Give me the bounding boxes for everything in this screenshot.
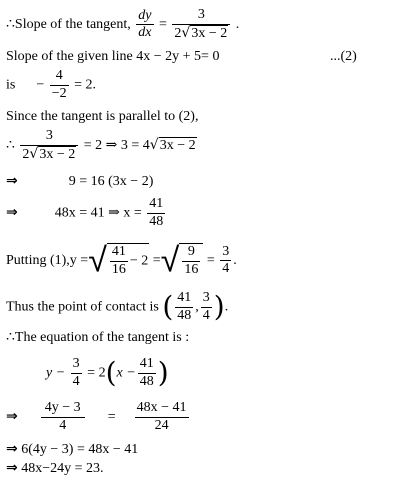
line7-numerator: 41 xyxy=(147,196,165,214)
r-denominator: 24 xyxy=(154,417,169,433)
line5-den-radicand: 3x − 2 xyxy=(39,146,76,162)
sqrt-41-16-minus-2 xyxy=(107,243,149,278)
line9-end: . xyxy=(224,299,229,315)
line1-end: . xyxy=(235,16,240,32)
slope-of-tangent-line xyxy=(6,7,239,42)
three-over-root-fraction xyxy=(20,128,78,163)
dy-dx-denominator: dx xyxy=(138,25,152,41)
line8-eq1: = xyxy=(152,252,161,268)
f2-numerator: 41 xyxy=(138,356,156,374)
line12-rhs xyxy=(135,400,189,434)
f1-denominator: 4 xyxy=(72,373,80,389)
line2-text: Slope of the given line 4x − 2y + 5= 0 xyxy=(6,49,220,64)
line8-eq2: = xyxy=(206,252,215,268)
implies-arrow-icon: ⇒ xyxy=(6,460,18,476)
line3-rest: = 2. xyxy=(74,77,97,93)
line3-sign: − xyxy=(36,77,45,93)
r1-fraction xyxy=(110,244,128,278)
implies-arrow-icon: ⇒ xyxy=(6,204,18,221)
line1-lead: ∴Slope of the tangent, xyxy=(6,16,131,32)
solve-x-step xyxy=(6,196,167,230)
line3-lead: is xyxy=(6,77,16,93)
sqrt-icon: √ xyxy=(29,145,39,162)
dy-dx-numerator: dy xyxy=(136,8,153,26)
equation-tag-2 xyxy=(330,50,357,64)
line10-text: ∴The equation of the tangent is : xyxy=(6,330,190,345)
cleared-fractions xyxy=(6,400,191,434)
slope-denominator xyxy=(172,25,230,43)
implies-arrow-icon: ⇒ xyxy=(6,408,18,425)
l-numerator: 4y − 3 xyxy=(41,400,85,418)
y-value-fraction xyxy=(220,244,231,278)
left-paren: ( xyxy=(105,356,117,390)
line5-numerator: 3 xyxy=(20,128,78,146)
slope-fraction xyxy=(172,7,230,42)
right-paren: ) xyxy=(157,356,169,390)
line11-f2 xyxy=(138,356,156,390)
r1-rest: − 2 xyxy=(129,253,149,269)
point-x-denominator: 48 xyxy=(177,307,192,323)
line11-f1 xyxy=(71,356,82,390)
given-line-statement xyxy=(6,50,219,64)
find-y-step xyxy=(6,240,237,281)
r2-denominator: 16 xyxy=(184,261,199,277)
den-coefficient: 2 xyxy=(174,25,182,41)
y-numerator: 3 xyxy=(220,244,231,262)
tag-2-label: ...(2) xyxy=(330,49,357,64)
r1-numerator: 41 xyxy=(110,244,128,262)
point-slope-form xyxy=(46,356,169,390)
point-y-fraction xyxy=(201,290,212,324)
tangent-equation-heading xyxy=(6,331,189,345)
line11-inner: x − xyxy=(116,365,136,381)
y-denominator: 4 xyxy=(222,261,230,277)
parallel-equation xyxy=(6,128,197,163)
therefore-symbol: ∴ xyxy=(6,137,15,153)
line14-text: 48x−24y = 23. xyxy=(21,461,104,476)
given-line-slope xyxy=(6,68,96,102)
final-equation xyxy=(6,461,104,476)
f2-denominator: 48 xyxy=(139,373,154,389)
point-comma: , xyxy=(195,299,199,315)
sqrt-icon: √ xyxy=(88,240,107,281)
minus-four-over-minus-two xyxy=(50,68,69,102)
line7-denominator: 48 xyxy=(149,213,164,229)
line12-lhs xyxy=(41,400,85,434)
r2-fraction xyxy=(182,244,200,278)
point-x-numerator: 41 xyxy=(175,290,193,308)
point-x-fraction xyxy=(175,290,193,324)
point-y-numerator: 3 xyxy=(201,290,212,308)
r2-numerator: 9 xyxy=(182,244,200,262)
line6-text: 9 = 16 (3x − 2) xyxy=(68,174,154,189)
f1-numerator: 3 xyxy=(71,356,82,374)
l-denominator: 4 xyxy=(59,417,67,433)
slope-numerator: 3 xyxy=(172,7,230,25)
sqrt-icon: √ xyxy=(160,240,180,281)
line5-radicand: 3x − 2 xyxy=(159,137,196,153)
sqrt-9-16 xyxy=(179,243,203,278)
line8-lead: Putting (1),y = xyxy=(6,252,89,268)
line12-eq: = xyxy=(107,409,116,425)
r-numerator: 48x − 41 xyxy=(135,400,189,418)
expanded-step xyxy=(6,442,138,457)
line3-numerator: 4 xyxy=(50,68,69,86)
line3-denominator: −2 xyxy=(51,85,67,101)
line7-text: 48x = 41 ⇒ x = xyxy=(54,205,142,221)
line4-text: Since the tangent is parallel to (2), xyxy=(6,109,199,124)
parallel-statement xyxy=(6,110,198,124)
den-radicand: 3x − 2 xyxy=(191,25,228,41)
point-y-denominator: 4 xyxy=(202,307,210,323)
line5-den-coefficient: 2 xyxy=(22,146,30,162)
line8-end: . xyxy=(233,252,237,268)
line5-denominator xyxy=(20,146,78,164)
implies-arrow-icon: ⇒ xyxy=(6,173,18,189)
squared-step xyxy=(6,174,153,189)
sqrt-icon: √ xyxy=(181,24,191,41)
line11-coef: 2 xyxy=(98,365,106,381)
r1-denominator: 16 xyxy=(111,261,126,277)
dy-dx-fraction xyxy=(136,8,153,42)
point-of-contact xyxy=(6,290,228,324)
implies-arrow-icon: ⇒ xyxy=(6,441,18,457)
line11-eq: = xyxy=(87,365,96,381)
sqrt-icon: √ xyxy=(149,136,159,153)
x-value-fraction xyxy=(147,196,165,230)
line5-middle: = 2 ⇒ 3 = 4 xyxy=(83,137,150,153)
left-paren: ( xyxy=(162,290,174,324)
line13-text: 6(4y − 3) = 48x − 41 xyxy=(21,442,139,457)
line9-lead: Thus the point of contact is xyxy=(6,299,159,315)
line11-lhs: y − xyxy=(46,365,66,381)
line1-equals: = xyxy=(159,16,167,32)
right-paren: ) xyxy=(213,290,225,324)
